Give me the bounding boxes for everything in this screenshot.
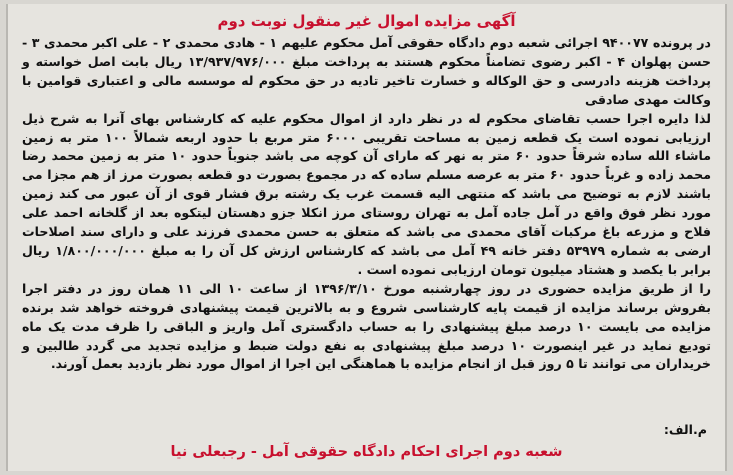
- signature: شعبه دوم اجرای احکام دادگاه حقوقی آمل - رجبعلی نیا: [170, 444, 563, 460]
- notice-title: آگهی مزایده اموال غیر منقول نوبت دوم: [217, 12, 516, 30]
- paragraph-case: در پرونده ۹۴۰۰۷۷ اجرائی شعبه دوم دادگاه حقوقی آمل محکوم علیهم ۱ - هادی محمدی ۲ - علی اکبر محمدی ۳ - حسن پهلوان ۴ - اکبر رضوی تضامناً محکوم هستند به پرداخت مبلغ ۱۳/۹۳۷/۹۷۶/۰۰۰ ریال بابت اصل خواسته و پرداخت هزینه دادرسی و حق الوکاله و خسارت تاخیر تادیه در حق محکوم له موسسه مالی و اعتباری قوامین با وکالت مهدی صادقی: [22, 35, 711, 107]
- paragraph-property: لذا دایره اجرا حسب تقاضای محکوم له در نظر دارد از اموال محکوم علیه که کارشناس بهای آنرا به شرح ذیل ارزیابی نموده است یک قطعه زمین به مساحت تقریبی ۶۰۰۰ متر مربع با حدود اربعه شمالاً ۱۰۰ متر به زمین ماشاء الله ساده شرقاً حدود ۶۰ متر به نهر که مارای آن کوچه می باشد جنوباً حدود ۱۰ متر به زمین محمد رضا محمد زاده و غرباً حدود ۶۰ متر به عرصه مسلم ساده که در مجموع بصورت دو قطعه بصورت مرز از هم مجزا می باشند لازم به توضیح می باشد که منتهی الیه قسمت غرب یک رشته برق فشار قوی از آن عبور می کند زمین مورد نظر فوق واقع در آمل جاده آمل به تهران روستای مرز انکلا جزو دهستان لیتکوه بعد از گلخانه احمد علی فلاح و مزرعه باغ مرکبات آقای محمدی می باشد که متعلق به حسن محمدی فرزند علی و دارای سند اصلاحات ارضی به شماره ۵۳۹۷۹ دفتر خانه ۴۹ آمل می باشد که کارشناس ارزش کل آن را به مبلغ ۱/۸۰۰/۰۰۰/۰۰۰ ریال برابر با یکصد و هشتاد میلیون تومان ارزیابی نموده است .: [22, 110, 712, 277]
- notice-paper: [6, 4, 727, 471]
- notice-body: [22, 34, 711, 374]
- reference-label: م.الف:: [663, 422, 707, 437]
- paragraph-auction-terms: را از طریق مزایده حضوری در روز چهارشنبه مورخ ۱۳۹۶/۳/۱۰ از ساعت ۱۰ الی ۱۱ همان روز در دفتر اجرا بفروش برساند مزایده از قیمت پایه کارشناسی شروع و به بالاترین قیمت پیشنهادی فروخته خواهد شد برنده مزایده می بایست ۱۰ درصد مبلغ پیشنهادی را به حساب دادگستری آمل واریز و الباقی را ظرف مدت یک ماه تودیع نماید در غیر اینصورت ۱۰ درصد مبلغ پیشنهادی به نفع دولت ضبط و مزایده تجدید می گردد طالبین و خریداران می توانند تا ۵ روز قبل از انجام مزایده با هماهنگی این اجرا از اموال مورد نظر بازدید بعمل آورند.: [22, 280, 712, 372]
